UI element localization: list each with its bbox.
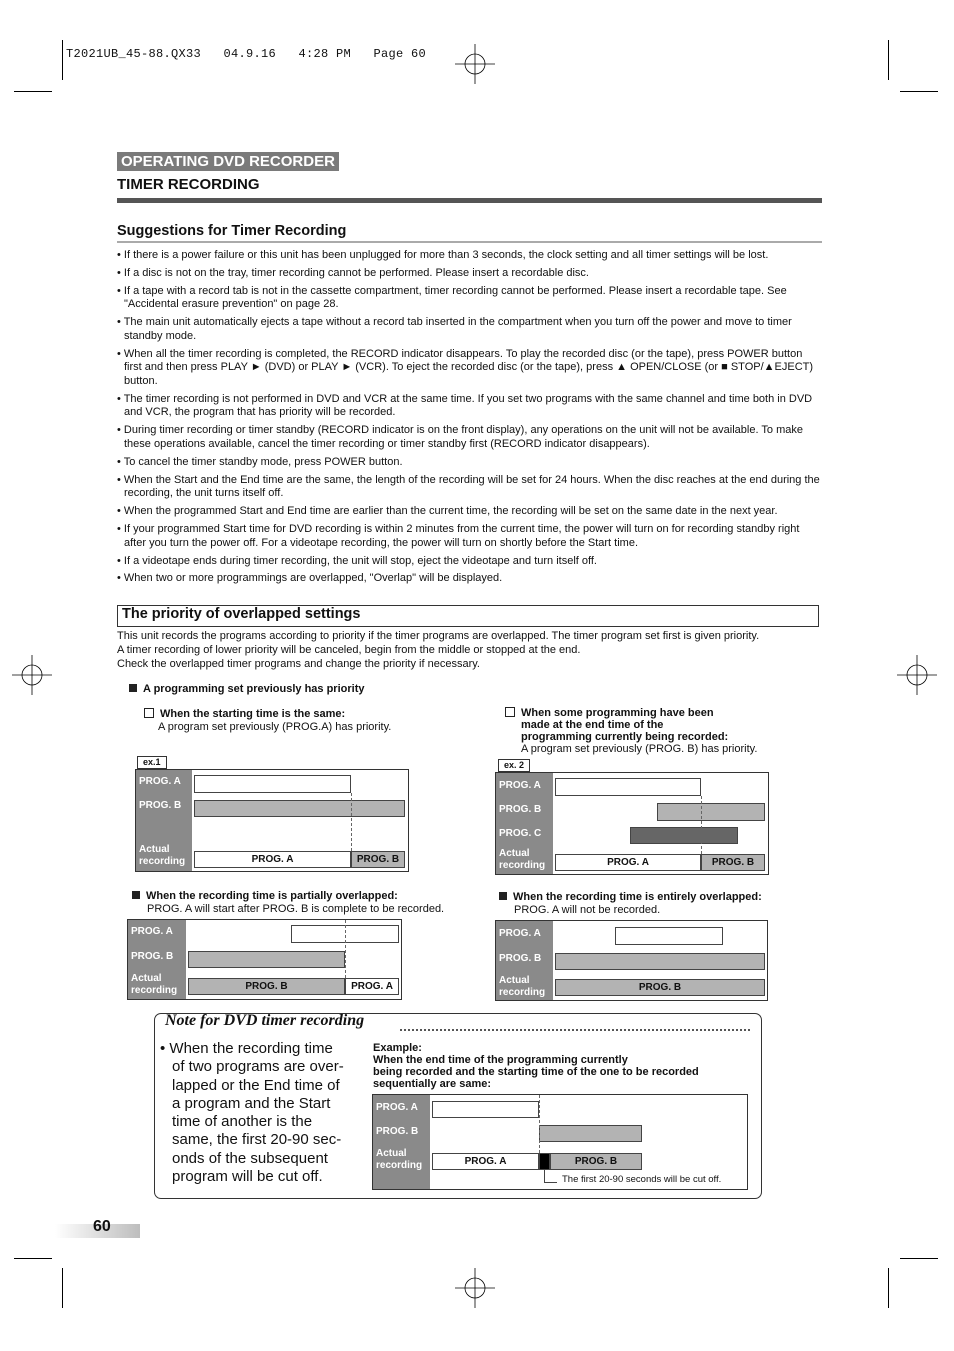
- actual-label: Actual recording: [139, 844, 186, 867]
- list-item: • If your programmed Start time for DVD recording is within 2 minutes from the current time, the power will turn on for recording standby right after you turn the power off. For a videotape recording, the power will turn on shortly before the Start time.: [117, 523, 800, 549]
- page-title: TIMER RECORDING: [117, 176, 260, 193]
- row-label: PROG. A: [499, 928, 541, 939]
- registration-mark-icon: [12, 655, 52, 695]
- ex1-diagram: [135, 769, 409, 872]
- row-label: PROG. A: [139, 776, 181, 787]
- list-item: • During timer recording or timer standby (RECORD indicator is on the front display), any operations on the unit will not be available. To make these operations available, cancel the timer recording or timer standby first (RECORD indicator disappears).: [117, 424, 803, 450]
- paragraph: Check the overlapped timer programs and change the priority if necessary.: [117, 658, 480, 670]
- prog-a-bar: [555, 778, 701, 796]
- prog-b-bar: [657, 803, 765, 821]
- list-item: • To cancel the timer standby mode, press POWER button.: [117, 455, 403, 468]
- list-item: • When two or more programmings are overlapped, "Overlap" will be displayed.: [117, 572, 503, 585]
- list-item: • The timer recording is not performed in DVD and VCR at the same time. If you set two programs with the same channel and time both in DVD and VCR, the program that has priority will be recorded.: [117, 392, 813, 419]
- actual-prog-b: PROG. B: [351, 851, 405, 868]
- prog-b-bar: [539, 1125, 642, 1142]
- actual-label: Actual recording: [499, 848, 546, 871]
- section-tag: OPERATING DVD RECORDER: [117, 152, 339, 171]
- ex2-tag: ex. 2: [498, 759, 530, 772]
- crop-mark: [900, 1258, 938, 1259]
- row-label: PROG. A: [499, 780, 541, 791]
- row-label: PROG. A: [376, 1102, 418, 1113]
- paragraph: A timer recording of lower priority will be canceled, begin from the middle or stopped at the end.: [117, 644, 581, 656]
- entire-overlap-label: When the recording time is entirely overlapped: PROG. A will not be recorded.: [499, 891, 762, 916]
- dotted-divider: [400, 1029, 750, 1031]
- note-title: Note for DVD timer recording: [165, 1012, 365, 1029]
- priority-heading: The priority of overlapped settings: [122, 606, 361, 622]
- cut-off-segment: [539, 1153, 550, 1170]
- crop-mark: [62, 40, 63, 80]
- note-body: • When the recording time of two programs are over- lapped or the End time of a program and the Start time of another is the same, the first 20-90 sec- onds of the subsequent program will be cut off.: [160, 1040, 344, 1186]
- prog-a-bar: [432, 1101, 539, 1118]
- prog-b-bar: [188, 951, 345, 968]
- print-slug: T2021UB_45-88.QX33 04.9.16 4:28 PM Page 60: [66, 47, 427, 61]
- row-label: PROG. B: [131, 951, 174, 962]
- crop-mark: [14, 91, 52, 92]
- divider: [117, 241, 822, 243]
- paragraph: This unit records the programs according to priority if the timer programs are overlapped. The timer program set first is given priority.: [117, 630, 760, 642]
- priority-intro: [117, 629, 822, 671]
- note-diagram: [372, 1094, 748, 1190]
- list-item: • If a tape with a record tab is not in the cassette compartment, timer recording cannot be performed. Please insert a recordable tape. See "Accidental erasure prevention" on page 28.: [117, 284, 787, 311]
- suggestions-list: [117, 249, 822, 590]
- crop-mark: [888, 40, 889, 80]
- registration-mark-icon: [455, 1268, 495, 1308]
- actual-prog-b: PROG. B: [550, 1153, 642, 1170]
- entire-overlap-diagram: [495, 920, 768, 1001]
- actual-prog-b: PROG. B: [188, 978, 345, 995]
- row-label: PROG. B: [499, 953, 542, 964]
- list-item: • If there is a power failure or this unit has been unplugged for more than 3 seconds, the clock setting and all timer settings will be lost.: [117, 249, 769, 261]
- filled-square-icon: [499, 892, 507, 900]
- callout-line: [544, 1170, 557, 1183]
- row-label: PROG. B: [139, 800, 182, 811]
- prog-c-bar: [630, 827, 738, 844]
- ex2-diagram: [495, 772, 769, 875]
- registration-mark-icon: [897, 655, 937, 695]
- list-item: • When the programmed Start and End time are earlier than the current time, the recording will be set on the same date in the next year.: [117, 505, 778, 518]
- page-number: 60: [93, 1218, 111, 1235]
- actual-prog-a: PROG. A: [194, 851, 351, 868]
- actual-prog-a: PROG. A: [345, 978, 399, 995]
- partial-overlap-label: When the recording time is partially overlapped: PROG. A will start after PROG. B is complete to be recorded.: [132, 890, 444, 915]
- crop-mark: [888, 1268, 889, 1308]
- actual-prog-a: PROG. A: [432, 1153, 539, 1170]
- list-item: • When the Start and the End time are the same, the length of the recording will be set for 24 hours. When the disc reaches at the end during the recording, the unit turns itself off.: [117, 473, 820, 500]
- ex1-tag: ex.1: [137, 756, 167, 769]
- actual-label: Actual recording: [376, 1148, 423, 1171]
- end-time-label: When some programming have been made at the end time of the programming currently being recorded: A program set previously (PROG. B) has priority.: [505, 707, 757, 755]
- row-label: PROG. C: [499, 828, 542, 839]
- main-priority-label: A programming set previously has priority: [129, 683, 364, 695]
- list-item: • The main unit automatically ejects a tape without a record tab inserted in the compartment when you turn off the power and move to timer standby mode.: [117, 316, 792, 342]
- prog-b-bar: [194, 800, 405, 817]
- crop-mark: [14, 1258, 52, 1259]
- crop-mark: [900, 91, 938, 92]
- row-label: PROG. B: [499, 804, 542, 815]
- suggestions-heading: Suggestions for Timer Recording: [117, 223, 347, 239]
- prog-a-bar: [615, 927, 723, 945]
- actual-prog-a: PROG. A: [555, 854, 701, 871]
- example-text: Example: When the end time of the programming currently being recorded and the starting time of the one to be recorded sequentially are same:: [373, 1042, 699, 1090]
- prog-a-bar: [194, 775, 351, 793]
- list-item: • If a disc is not on the tray, timer recording cannot be performed. Please insert a recordable disc.: [117, 266, 589, 279]
- open-square-icon: [144, 708, 154, 718]
- same-start-label: When the starting time is the same: A program set previously (PROG.A) has priority.: [144, 708, 391, 733]
- actual-prog-b: PROG. B: [555, 979, 765, 996]
- actual-label: Actual recording: [499, 975, 546, 998]
- crop-mark: [62, 1268, 63, 1308]
- divider: [117, 198, 822, 203]
- actual-label: Actual recording: [131, 973, 178, 996]
- list-item: • If a videotape ends during timer recording, the unit will stop, eject the videotape and turn itself off.: [117, 554, 597, 567]
- row-label: PROG. A: [131, 926, 173, 937]
- registration-mark-icon: [455, 44, 495, 84]
- open-square-icon: [505, 707, 515, 717]
- actual-prog-b: PROG. B: [701, 854, 765, 871]
- filled-square-icon: [132, 891, 140, 899]
- row-label: PROG. B: [376, 1126, 419, 1137]
- partial-overlap-diagram: [127, 919, 402, 1000]
- prog-b-bar: [555, 953, 765, 970]
- cut-off-caption: The first 20-90 seconds will be cut off.: [562, 1174, 722, 1185]
- filled-square-icon: [129, 684, 137, 692]
- list-item: • When all the timer recording is completed, the RECORD indicator disappears. To play the recorded disc (or the tape), press POWER button first and then press PLAY ► (DVD) or PLAY ► (VCR). To eject the recorded disc (or the tape), press ▲ OPEN/CLOSE (or ■ STOP/▲EJECT) button.: [117, 347, 814, 387]
